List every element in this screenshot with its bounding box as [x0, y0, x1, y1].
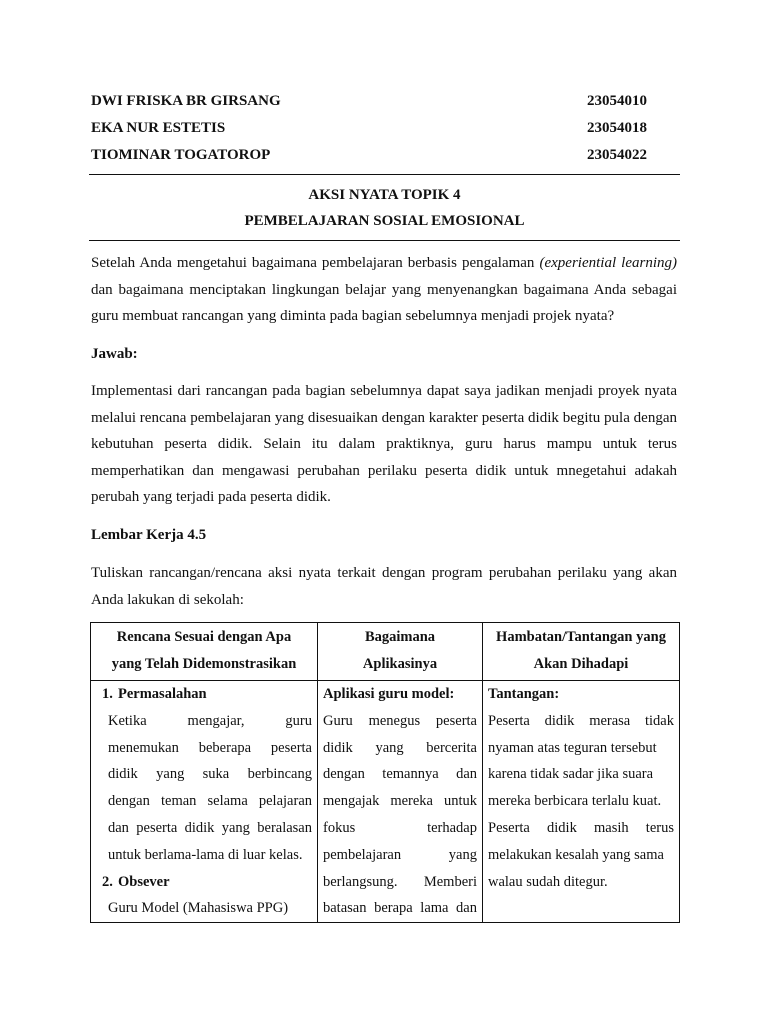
title-divider: [89, 240, 680, 241]
author-name-2: EKA NUR ESTETIS: [91, 120, 226, 136]
question-italic-term: (experiential learning): [539, 255, 677, 271]
question-line-3: guru membuat rancangan yang diminta pada bagian sebelumnya menjadi projek nyata?: [91, 308, 615, 325]
challenges-line: mereka berbicara terlalu kuat.: [488, 793, 662, 810]
worksheet-intro-line: Anda lakukan di sekolah:: [91, 591, 244, 608]
table-cell-plan: [91, 681, 318, 923]
answer-line: melalui rencana pembelajaran yang disesuaikan dengan karakter peserta didik begitu pula dengan: [91, 409, 677, 426]
application-line: fokus terhadap: [323, 819, 477, 836]
answer-line: kebutuhan peserta didik. Selain itu dalam praktiknya, guru harus mampu untuk terus: [91, 436, 677, 453]
worksheet-intro: [91, 560, 677, 613]
table-header-row: [91, 623, 680, 681]
answer-paragraph: [91, 378, 677, 511]
question-paragraph: [91, 250, 677, 330]
table-cell-application: [318, 681, 483, 923]
application-line: dengan temannya dan: [323, 766, 477, 783]
plan-line: dan peserta didik yang beralasan: [108, 819, 312, 836]
challenges-line: karena tidak sadar jika suara: [488, 766, 654, 783]
challenges-title: Tantangan:: [488, 686, 560, 702]
worksheet-intro-line: Tuliskan rancangan/rencana aksi nyata terkait dengan program perubahan perilaku yang akan: [91, 565, 677, 581]
worksheet-heading: Lembar Kerja 4.5: [91, 527, 207, 543]
answer-line: memperhatikan dan mengawasi perubahan perilaku peserta didik untuk mnegetahui adakah: [91, 462, 677, 479]
question-line-1: Setelah Anda mengetahui bagaimana pembelajaran berbasis pengalaman (experiential learning): [91, 255, 677, 271]
plan-line: untuk berlama-lama di luar kelas.: [108, 846, 303, 863]
page-subtitle: PEMBELAJARAN SOSIAL EMOSIONAL: [244, 213, 525, 229]
author-nim-2: 23054018: [587, 120, 647, 136]
table-cell-challenges: [483, 681, 680, 923]
header-divider: [89, 174, 680, 175]
application-line: Guru menegus peserta: [323, 712, 477, 729]
plan-item-2-title: 2. Obsever: [102, 873, 170, 890]
answer-line: perubah yang terjadi pada peserta didik.: [91, 489, 331, 506]
author-name-3: TIOMINAR TOGATOROP: [91, 147, 271, 163]
author-nim-3: 23054022: [587, 147, 647, 163]
plan-line: Ketika mengajar, guru: [108, 712, 312, 729]
plan-line: menemukan beberapa peserta: [108, 739, 312, 756]
question-line-2: dan bagaimana menciptakan lingkungan belajar yang menyenangkan bagaimana Anda sebagai: [91, 281, 677, 298]
plan-line: didik yang suka berbincang: [108, 766, 312, 783]
application-line: batasan berapa lama dan: [323, 900, 477, 917]
application-title: Aplikasi guru model:: [323, 686, 455, 702]
table-row: [91, 681, 680, 923]
application-line: pembelajaran yang: [323, 846, 477, 863]
plan-line: Guru Model (Mahasiswa PPG): [108, 900, 289, 917]
application-line: mengajak mereka untuk: [323, 793, 477, 810]
challenges-line: nyaman atas teguran tersebut: [488, 739, 657, 756]
answer-line: Implementasi dari rancangan pada bagian sebelumnya dapat saya jadikan menjadi proyek nyata: [91, 383, 677, 399]
challenges-line: Peserta didik masih terus: [488, 819, 674, 836]
application-line: berlangsung. Memberi: [323, 873, 477, 890]
author-nim-1: 23054010: [587, 93, 647, 109]
table-header-application: Bagaimana Aplikasinya: [318, 623, 483, 681]
challenges-line: melakukan kesalah yang sama: [488, 846, 664, 863]
application-line: didik yang bercerita: [323, 739, 477, 756]
worksheet-table: [90, 622, 680, 923]
page-title: AKSI NYATA TOPIK 4: [308, 187, 461, 203]
table-header-plan: Rencana Sesuai dengan Apa yang Telah Didemonstrasikan: [91, 623, 318, 681]
answer-heading: Jawab:: [91, 346, 138, 362]
challenges-line: Peserta didik merasa tidak: [488, 712, 674, 729]
table-header-challenges: Hambatan/Tantangan yang Akan Dihadapi: [483, 623, 680, 681]
plan-item-1-title: 1. Permasalahan: [102, 686, 207, 702]
author-name-1: DWI FRISKA BR GIRSANG: [91, 93, 281, 109]
plan-line: dengan teman selama pelajaran: [108, 793, 312, 810]
challenges-line: walau sudah ditegur.: [488, 873, 608, 890]
